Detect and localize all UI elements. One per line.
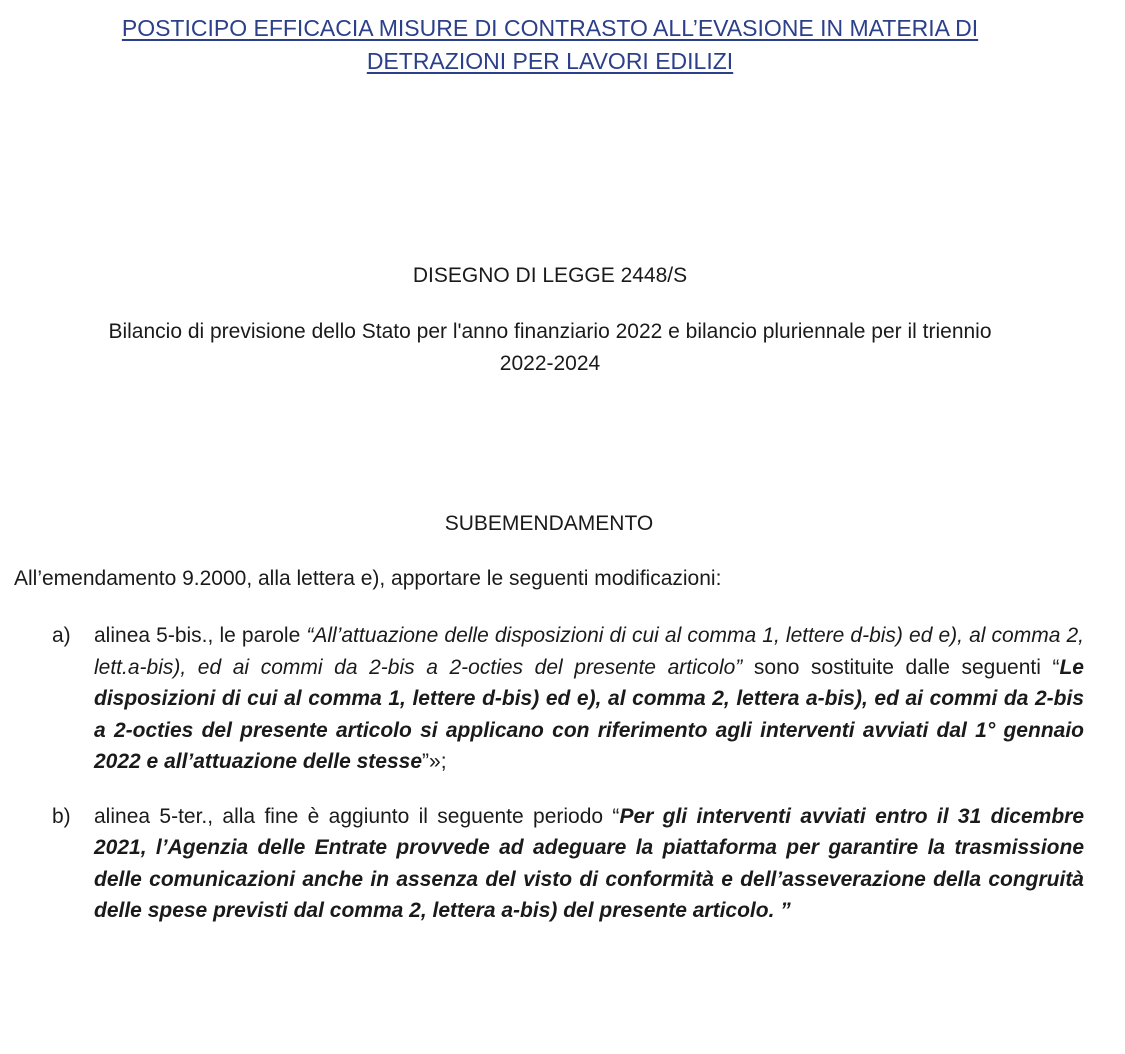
document-title-line-2: DETRAZIONI PER LAVORI EDILIZI: [366, 48, 734, 74]
item-middle-text: sono sostituite dalle seguenti “: [742, 655, 1060, 679]
item-tail-text: ”: [774, 899, 791, 922]
item-marker: a): [52, 624, 71, 647]
bill-subject-line-2: 2022-2024: [499, 352, 601, 375]
amendment-item-b: [52, 801, 1084, 927]
document-title: [60, 12, 1040, 78]
item-lead-text: alinea 5-bis., le parole: [94, 624, 307, 647]
bill-subject: [20, 316, 1080, 380]
sub-amendment-heading: SUBEMENDAMENTO: [444, 512, 654, 535]
amendment-list: [52, 620, 1084, 927]
document-title-line-1: POSTICIPO EFFICACIA MISURE DI CONTRASTO ALL’EVASIONE IN MATERIA DI: [121, 15, 979, 41]
intro-paragraph: All’emendamento 9.2000, alla lettera e), apportare le seguenti modificazioni:: [14, 567, 722, 590]
item-tail-text: ”»;: [422, 750, 447, 773]
item-lead-text: alinea 5-ter., alla fine è aggiunto il seguente periodo “: [94, 804, 620, 828]
item-added-text: Per gli interventi avviati entro il 31 dicembre 2021, l’Agenzia delle Entrate provvede ad adeguare la piattaforma per garantire la trasmissione delle comunicazioni anche in assenza del visto di conformità e dell’asseverazione della congruità delle spese previsti dal comma 2, lettera a-bis) del presente articolo.: [94, 804, 1085, 922]
item-marker: b): [52, 804, 71, 828]
item-quoted-original-text: “All’attuazione delle disposizioni di cui al comma 1, lettere d-bis) ed e), al comma 2, lett.a-bis), ed ai commi da 2-bis a 2-octies del presente articolo”: [94, 624, 1084, 679]
bill-subject-line-1: Bilancio di previsione dello Stato per l'anno finanziario 2022 e bilancio pluriennale per il triennio: [108, 320, 992, 343]
amendment-item-a: [52, 620, 1084, 778]
item-replacement-text: Le disposizioni di cui al comma 1, lettere d-bis) ed e), al comma 2, lettera a-bis), ed ai commi da 2-bis a 2-octies del presente articolo si applicano con riferimento agli interventi avviati dal 1° gennaio 2022 e all’attuazione delle stesse: [94, 655, 1084, 773]
bill-number: DISEGNO DI LEGGE 2448/S: [412, 264, 688, 287]
